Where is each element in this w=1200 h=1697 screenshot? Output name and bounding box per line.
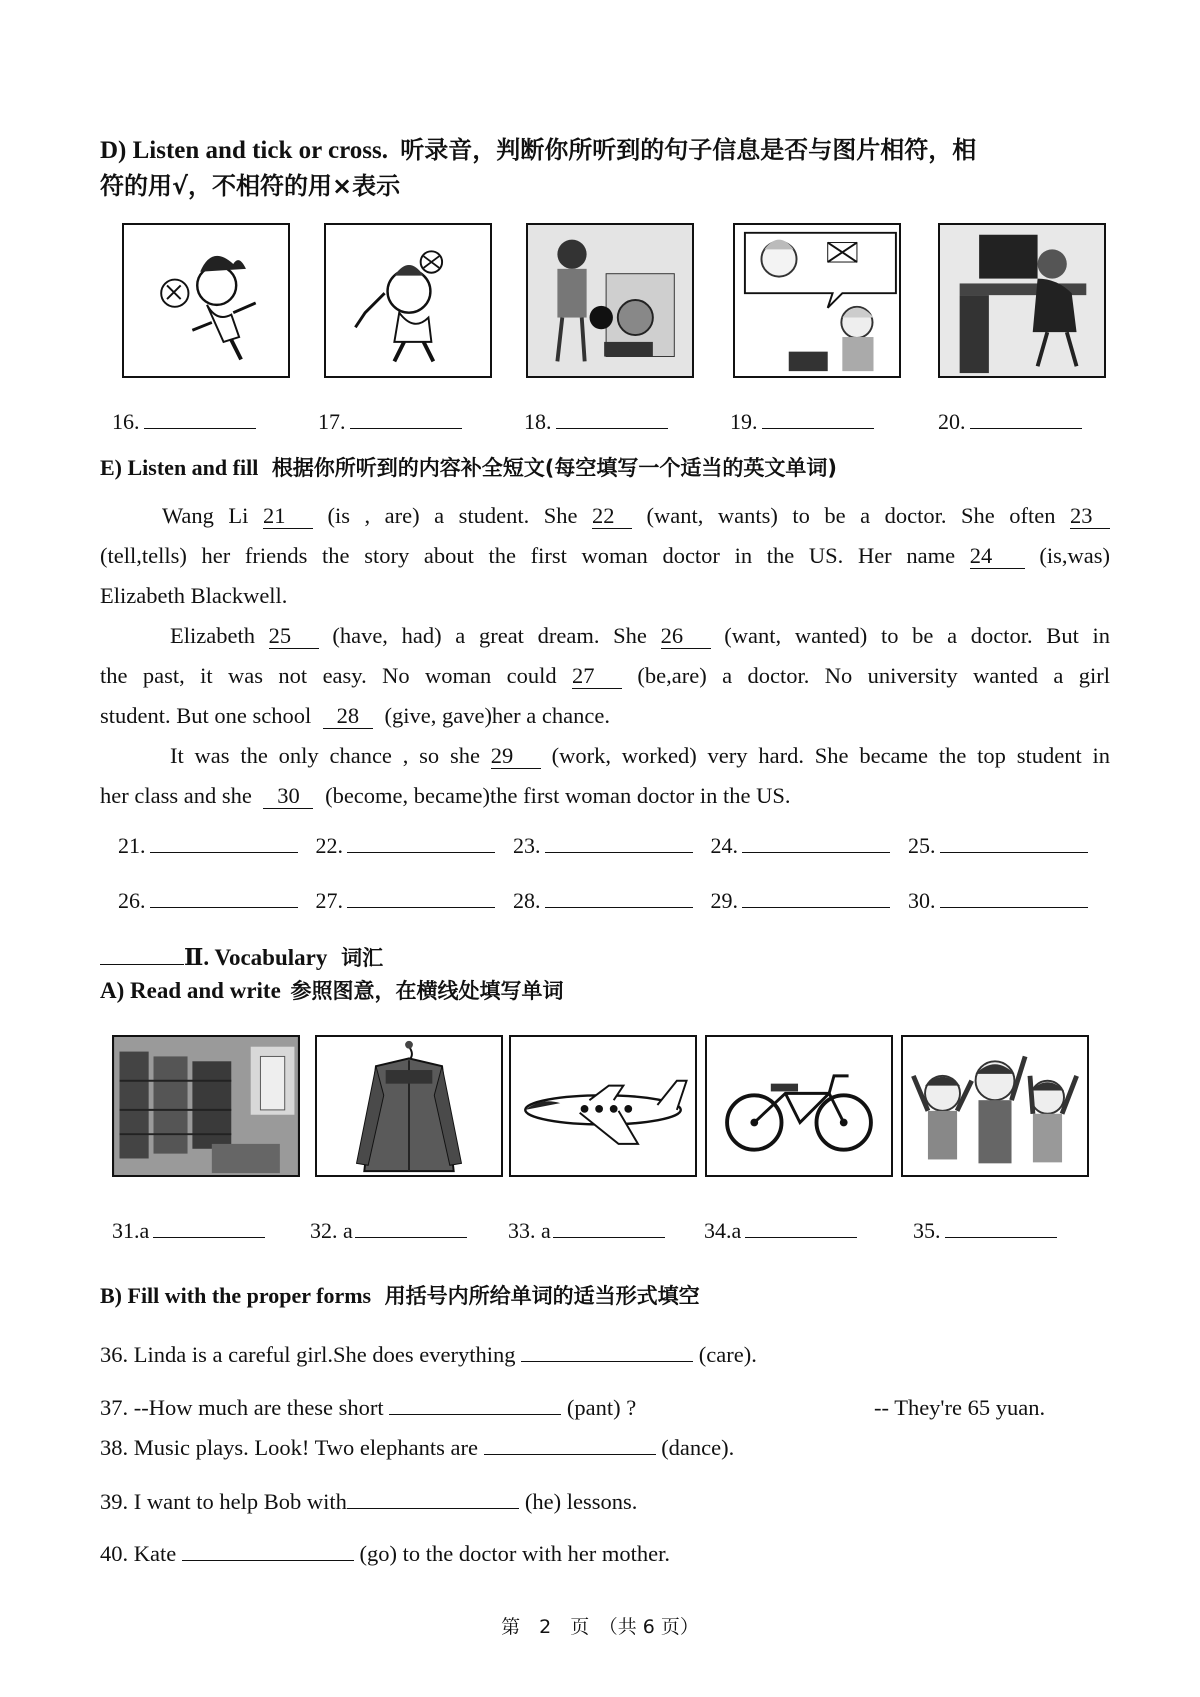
blank-27[interactable]: 27: [572, 664, 622, 689]
vocabulary-title: Ⅱ. Vocabulary 词汇: [100, 940, 383, 972]
question-38: 38. Music plays. Look! Two elephants are (dance).: [100, 1435, 735, 1460]
section-d-title: D) Listen and tick or cross. 听录音，判断你所听到的句子信息是否与图片相符，相: [100, 136, 977, 164]
bike-picture: [705, 1035, 893, 1177]
score-line[interactable]: [100, 940, 184, 965]
blank-24[interactable]: 24: [970, 544, 1025, 569]
passage-line-4: Elizabeth 25 (have, had) a great dream. She 26 (want, wanted) to be a doctor. But in: [170, 623, 1111, 648]
answer-16[interactable]: 16.: [112, 408, 256, 435]
blank-28[interactable]: 28: [323, 704, 373, 729]
coat-picture: [315, 1035, 503, 1177]
mascot-kicking-ball-picture: [324, 223, 492, 378]
question-37: 37. --How much are these short (pant) ?: [100, 1395, 637, 1420]
answer-25[interactable]: 25.: [908, 832, 1100, 859]
question-37-answer: -- They're 65 yuan.: [874, 1395, 1046, 1420]
section-b-title: B) Fill with the proper forms 用括号内所给单词的适当形式填空: [100, 1283, 700, 1308]
answer-33[interactable]: 33. a: [508, 1217, 665, 1244]
plane-picture: [509, 1035, 697, 1177]
passage-line-6: student. But one school 28 (give, gave)her a chance.: [100, 703, 610, 728]
section-e-title: E) Listen and fill 根据你所听到的内容补全短文(每空填写一个适当的英文单词): [100, 455, 838, 480]
answer-31[interactable]: 31.a: [112, 1217, 265, 1244]
blank-40[interactable]: [182, 1540, 354, 1561]
answer-21[interactable]: 21.: [118, 832, 310, 859]
answer-22[interactable]: 22.: [316, 832, 508, 859]
answer-24[interactable]: 24.: [711, 832, 903, 859]
blank-30[interactable]: 30: [263, 784, 313, 809]
blank-23[interactable]: 23: [1070, 504, 1110, 529]
blank-36[interactable]: [521, 1341, 693, 1362]
question-40: 40. Kate (go) to the doctor with her mother.: [100, 1541, 671, 1566]
section-d-subtitle: 符的用√，不相符的用×表示: [100, 172, 401, 200]
passage-line-7: It was the only chance , so she 29 (work, worked) very hard. She became the top student in: [170, 743, 1111, 768]
passage-line-8: her class and she 30 (become, became)the first woman doctor in the US.: [100, 783, 791, 808]
answer-row-2: [118, 887, 1100, 914]
blank-25[interactable]: 25: [269, 624, 319, 649]
answer-17[interactable]: 17.: [318, 408, 462, 435]
passage-line-2: (tell,tells) her friends the story about the first woman doctor in the US. Her name 24 (is,was): [100, 543, 1111, 568]
answer-23[interactable]: 23.: [513, 832, 705, 859]
boy-kicking-ball-picture: [122, 223, 290, 378]
boy-at-computer-picture: [938, 223, 1106, 378]
answer-row-1: [118, 832, 1100, 859]
blank-39[interactable]: [347, 1488, 519, 1509]
blank-21[interactable]: 21: [263, 504, 313, 529]
answer-32[interactable]: 32. a: [310, 1217, 467, 1244]
blank-29[interactable]: 29: [491, 744, 541, 769]
library-picture: [112, 1035, 300, 1177]
passage-line-1: Wang Li 21 (is , are) a student. She 22 (want, wants) to be a doctor. She often 23: [100, 496, 1110, 536]
question-39: 39. I want to help Bob with (he) lessons.: [100, 1489, 638, 1514]
question-36: 36. Linda is a careful girl.She does everything (care).: [100, 1342, 757, 1367]
girls-on-phone-picture: [733, 223, 901, 378]
girl-at-washing-machine-picture: [526, 223, 694, 378]
answer-34[interactable]: 34.a: [704, 1217, 857, 1244]
passage-line-5: the past, it was not easy. No woman could 27 (be,are) a doctor. No university wanted a girl: [100, 663, 1111, 688]
happy-kids-picture: [901, 1035, 1089, 1177]
read-write-title: A) Read and write 参照图意，在横线处填写单词: [100, 978, 564, 1003]
page-footer: 第 2 页 （共 6 页）: [501, 1616, 699, 1638]
answer-20[interactable]: 20.: [938, 408, 1082, 435]
blank-26[interactable]: 26: [661, 624, 711, 649]
answer-35[interactable]: 35.: [913, 1217, 1057, 1244]
blank-37[interactable]: [389, 1394, 561, 1415]
answer-30[interactable]: 30.: [908, 887, 1100, 914]
passage: [100, 496, 1110, 816]
answer-29[interactable]: 29.: [711, 887, 903, 914]
blank-22[interactable]: 22: [592, 504, 632, 529]
answer-27[interactable]: 27.: [316, 887, 508, 914]
passage-line-3: Elizabeth Blackwell.: [100, 583, 288, 608]
answer-26[interactable]: 26.: [118, 887, 310, 914]
blank-38[interactable]: [484, 1434, 656, 1455]
answer-18[interactable]: 18.: [524, 408, 668, 435]
answer-28[interactable]: 28.: [513, 887, 705, 914]
answer-19[interactable]: 19.: [730, 408, 874, 435]
